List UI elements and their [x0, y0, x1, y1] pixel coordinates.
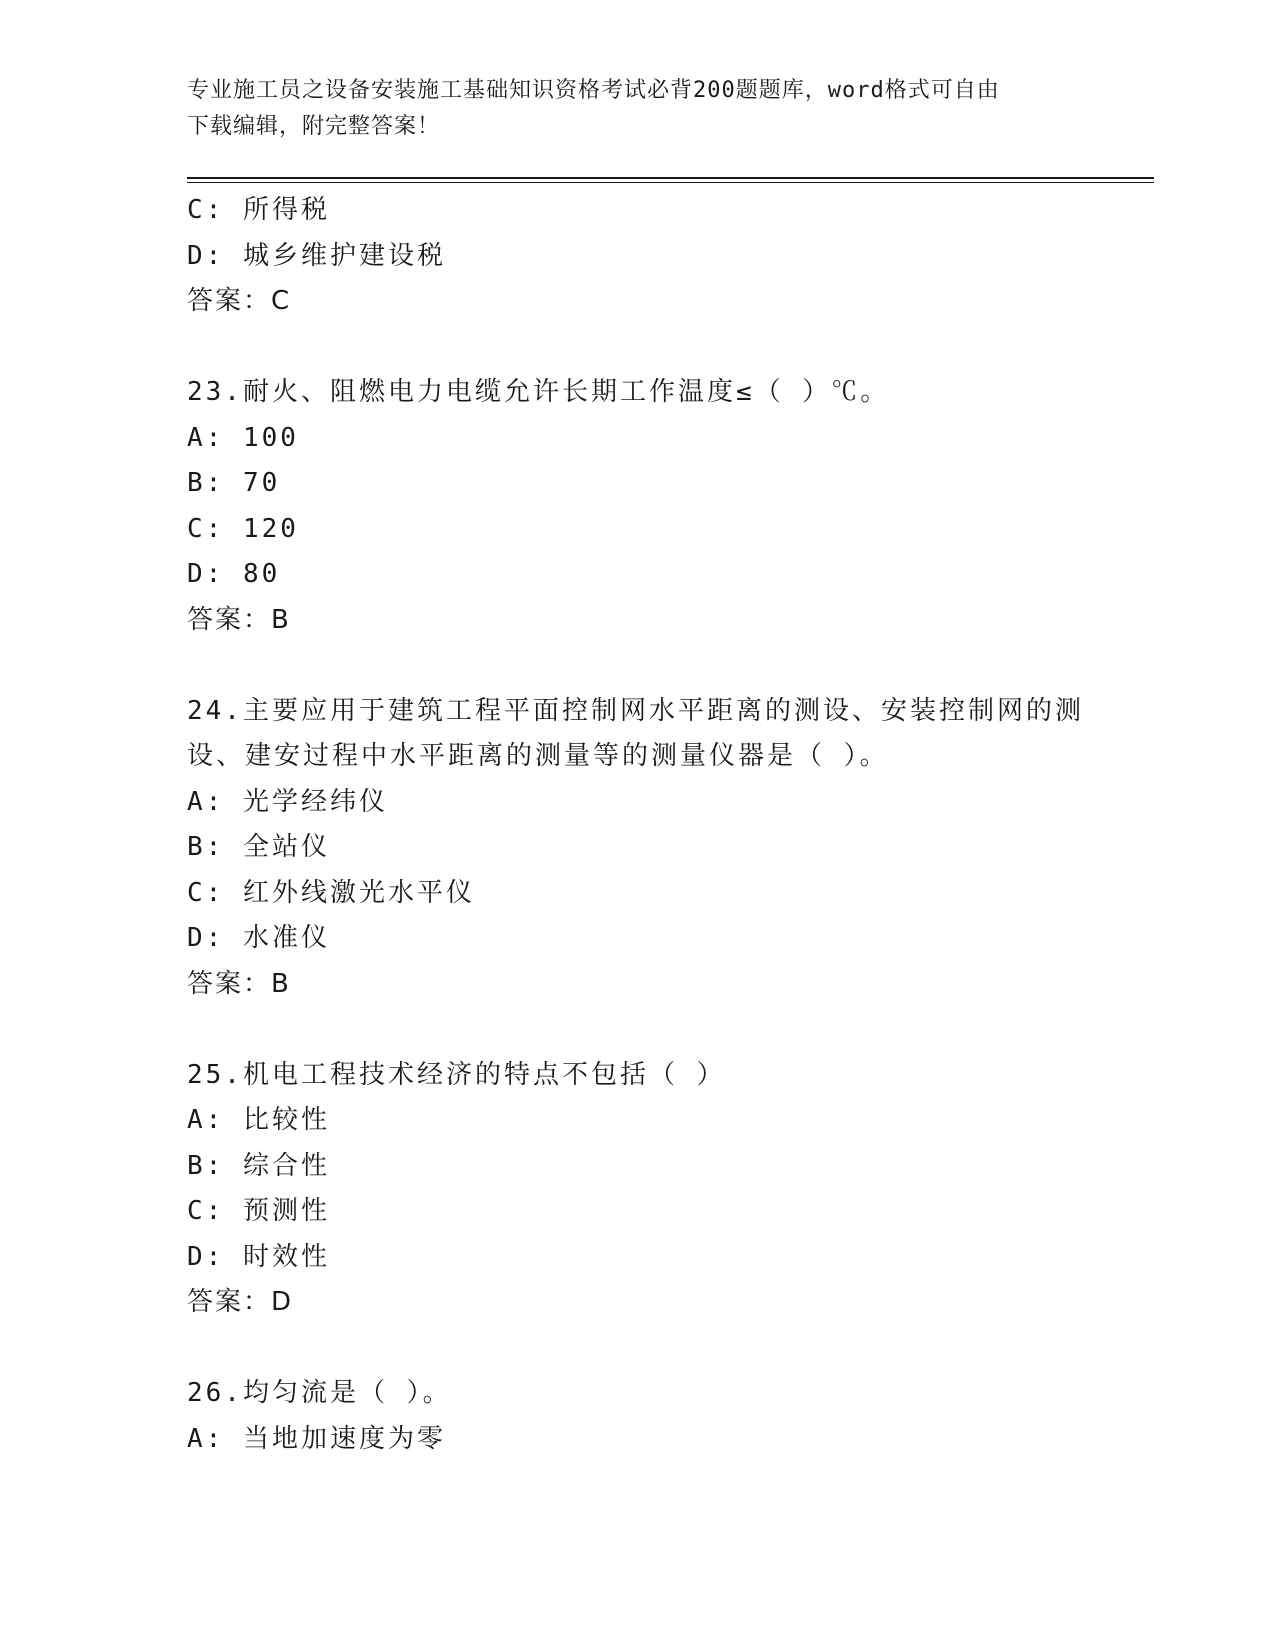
- question-list: [187, 188, 1087, 1462]
- document-header: [187, 73, 1087, 145]
- option-b: B: 70: [187, 468, 281, 498]
- option-d: D: 时效性: [187, 1241, 330, 1272]
- question-stem: 23.耐火、阻燃电力电缆允许长期工作温度≤（ ）℃。: [187, 377, 890, 407]
- question-stem-continued: 设、建安过程中水平距离的测量等的测量仪器是（ ）。: [187, 741, 889, 771]
- question-block-24: [187, 689, 1087, 1008]
- option-a: A: 光学经纬仪: [187, 786, 388, 817]
- question-block-26: [187, 1371, 1087, 1462]
- option-d: D: 80: [187, 559, 281, 589]
- header-line-1: 专业施工员之设备安装施工基础知识资格考试必背200题题库，word格式可自由: [187, 78, 1000, 103]
- option-d: D: 水准仪: [187, 923, 330, 953]
- header-divider-thin: [187, 182, 1154, 183]
- question-block-prev: [187, 188, 1087, 325]
- question-stem: 25.机电工程技术经济的特点不包括（ ）: [187, 1059, 726, 1090]
- spacer: [187, 1326, 1087, 1372]
- question-stem: 24.主要应用于建筑工程平面控制网水平距离的测设、安装控制网的测: [187, 695, 1084, 726]
- option-b: B: 综合性: [187, 1150, 330, 1181]
- option-a: A: 100: [187, 422, 299, 453]
- answer-line: 答案：B: [187, 968, 291, 999]
- answer-line: 答案：D: [187, 1287, 294, 1317]
- spacer: [187, 325, 1087, 371]
- spacer: [187, 1007, 1087, 1053]
- option-d: D: 城乡维护建设税: [187, 240, 446, 271]
- question-stem: 26.均匀流是（ ）。: [187, 1378, 452, 1408]
- header-divider: [187, 177, 1154, 179]
- option-b: B: 全站仪: [187, 832, 330, 862]
- answer-line: 答案：B: [187, 604, 291, 635]
- option-a: A: 比较性: [187, 1105, 330, 1135]
- option-a: A: 当地加速度为零: [187, 1423, 446, 1454]
- answer-line: 答案：C: [187, 286, 292, 316]
- question-block-23: [187, 370, 1087, 643]
- option-c: C: 120: [187, 513, 299, 544]
- option-c: C: 红外线激光水平仪: [187, 877, 475, 908]
- question-block-25: [187, 1053, 1087, 1326]
- option-c: C: 预测性: [187, 1196, 330, 1226]
- spacer: [187, 643, 1087, 689]
- header-line-2: 下载编辑，附完整答案！: [187, 114, 441, 139]
- option-c: C: 所得税: [187, 195, 330, 225]
